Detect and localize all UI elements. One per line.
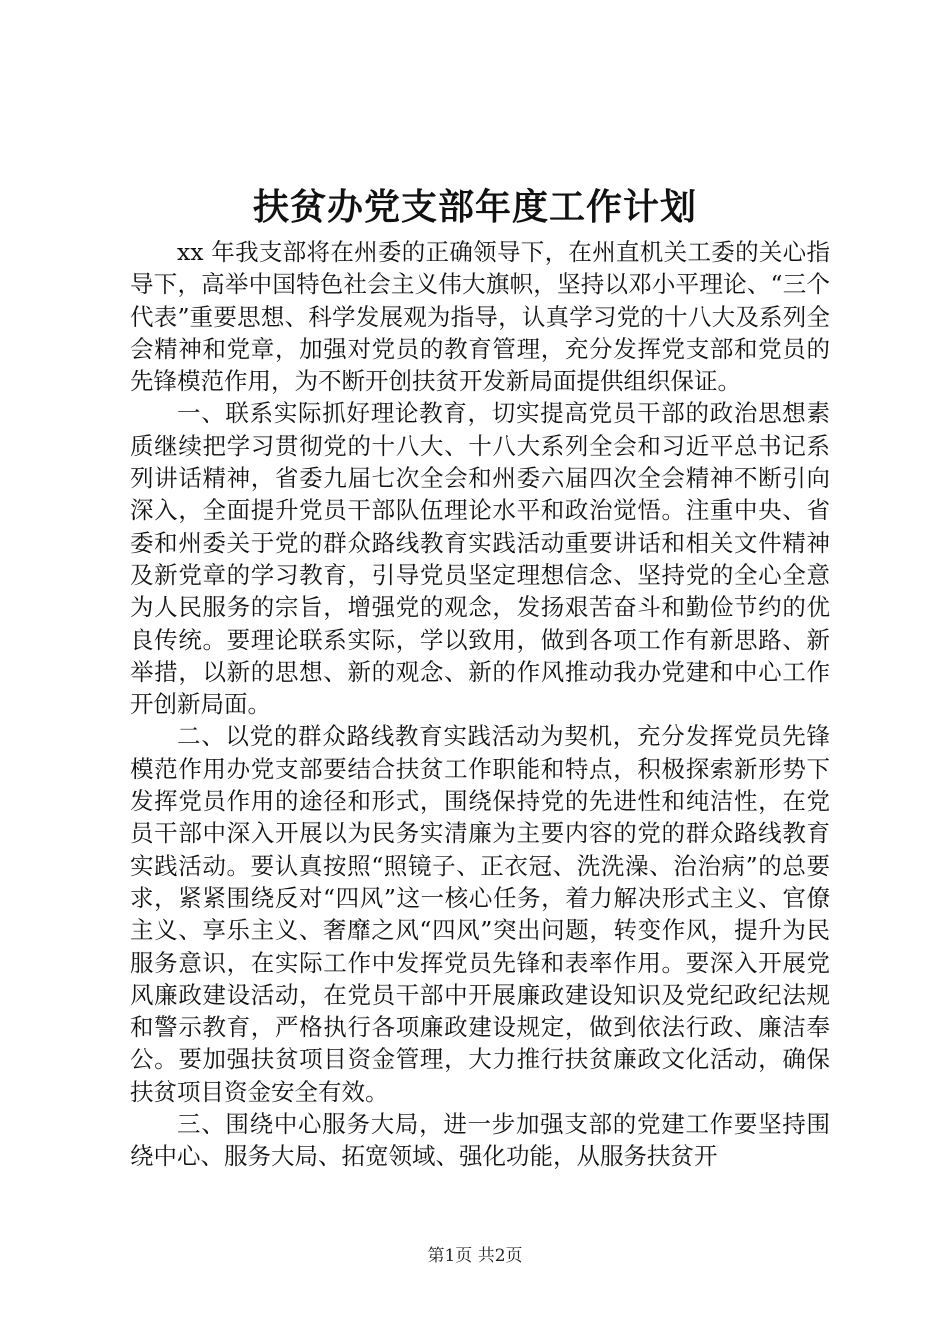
page-number-footer: 第1页 共2页 xyxy=(427,1246,523,1266)
paragraph-section-2: 二、以党的群众路线教育实践活动为契机，充分发挥党员先锋模范作用办党支部要结合扶贫工作职能和特点，积极探索新形势下发挥党员作用的途径和形式，围绕保持党的先进性和纯洁性，在党员干部中深入开展以为民务实清廉为主要内容的党的群众路线教育实践活动。要认真按照“照镜子、正衣冠、洗洗澡、治治病”的总要求，紧紧围绕反对“四风”这一核心任务，着力解决形式主义、官僚主义、享乐主义、奢靡之风“四风”突出问题，转变作风，提升为民服务意识，在实际工作中发挥党员先锋和表率作用。要深入开展党风廉政建设活动，在党员干部中开展廉政建设知识及党纪政纪法规和警示教育，严格执行各项廉政建设规定，做到依法行政、廉洁奉公。要加强扶贫项目资金管理，大力推行扶贫廉政文化活动，确保扶贫项目资金安全有效。 xyxy=(130,722,830,1106)
paragraph-intro: xx 年我支部将在州委的正确领导下，在州直机关工委的关心指导下，高举中国特色社会主义伟大旗帜，坚持以邓小平理论、“三个代表”重要思想、科学发展观为指导，认真学习党的十八大及系列全会精神和党章，加强对党员的教育管理，充分发挥党支部和党员的先锋模范作用，为不断开创扶贫开发新局面提供组织保证。 xyxy=(130,238,830,396)
document-title: 扶贫办党支部年度工作计划 xyxy=(252,186,697,228)
document-body xyxy=(130,236,830,1173)
paragraph-section-3: 三、围绕中心服务大局，进一步加强支部的党建工作要坚持围绕中心、服务大局、拓宽领域、强化功能，从服务扶贫开 xyxy=(130,1110,830,1171)
paragraph-section-1: 一、联系实际抓好理论教育，切实提高党员干部的政治思想素质继续把学习贯彻党的十八大、十八大系列全会和习近平总书记系列讲话精神，省委九届七次全会和州委六届四次全会精神不断引向深入，全面提升党员干部队伍理论水平和政治觉悟。注重中央、省委和州委关于党的群众路线教育实践活动重要讲话和相关文件精神及新党章的学习教育，引导党员坚定理想信念、坚持党的全心全意为人民服务的宗旨，增强党的观念，发扬艰苦奋斗和勤俭节约的优良传统。要理论联系实际，学以致用，做到各项工作有新思路、新举措，以新的思想、新的观念、新的作风推动我办党建和中心工作开创新局面。 xyxy=(130,399,830,719)
